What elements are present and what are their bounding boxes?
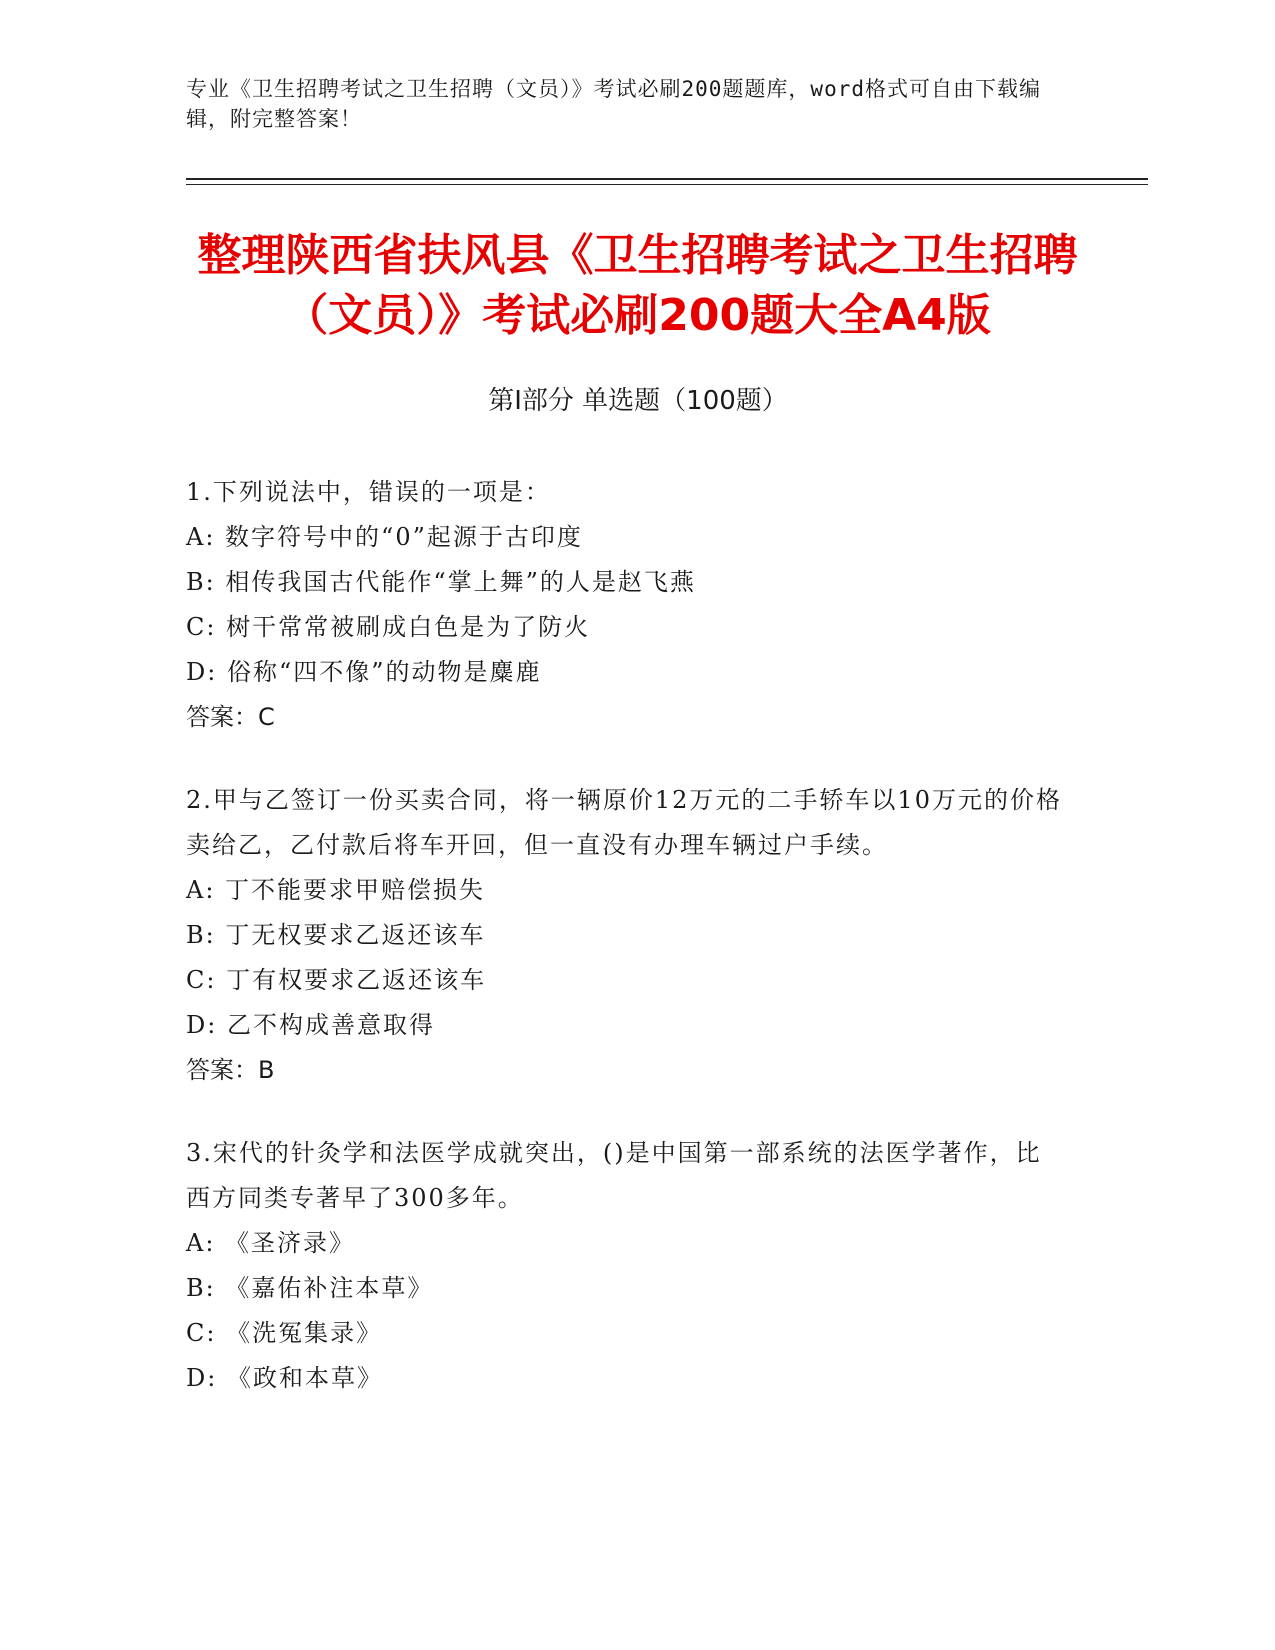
option-a: A: 《圣济录》 [186, 1229, 356, 1257]
question-stem: 2.甲与乙签订一份买卖合同，将一辆原价12万元的二手轿车以10万元的价格卖给乙，乙付款后将车开回，但一直没有办理车辆过户手续。 [186, 786, 1062, 859]
question-stem: 3.宋代的针灸学和法医学成就突出，()是中国第一部系统的法医学著作，比西方同类专著早了300多年。 [186, 1139, 1042, 1212]
header-rule-thick [186, 178, 1148, 180]
option-c: C: 《洗冤集录》 [186, 1319, 383, 1347]
question-2 [186, 778, 1066, 1093]
document-title: 整理陕西省扶风县《卫生招聘考试之卫生招聘（文员）》考试必刷200题大全A4版 [197, 230, 1078, 341]
option-c: C: 丁有权要求乙返还该车 [186, 966, 487, 994]
question-stem: 1.下列说法中，错误的一项是： [186, 478, 551, 506]
option-a: A: 丁不能要求甲赔偿损失 [186, 876, 486, 904]
option-a: A: 数字符号中的“0”起源于古印度 [186, 523, 583, 551]
header-rule-thin [186, 184, 1148, 185]
option-d: D: 乙不构成善意取得 [186, 1011, 435, 1039]
option-b: B: 相传我国古代能作“掌上舞”的人是赵飞燕 [186, 568, 696, 596]
answer-line: 答案：C [186, 703, 275, 731]
option-b: B: 丁无权要求乙返还该车 [186, 921, 486, 949]
answer-line: 答案：B [186, 1056, 275, 1084]
option-c: C: 树干常常被刷成白色是为了防火 [186, 613, 591, 641]
option-d: D: 俗称“四不像”的动物是麋鹿 [186, 658, 542, 686]
question-list [186, 470, 1066, 1439]
intro-text: 专业《卫生招聘考试之卫生招聘（文员）》考试必刷200题题库，word格式可自由下载编辑，附完整答案！ [186, 77, 1041, 131]
section-heading: 第Ⅰ部分 单选题（100题） [488, 386, 788, 416]
option-b: B: 《嘉佑补注本草》 [186, 1274, 434, 1302]
option-d: D: 《政和本草》 [186, 1364, 383, 1392]
question-1 [186, 470, 1066, 740]
question-3 [186, 1131, 1066, 1401]
